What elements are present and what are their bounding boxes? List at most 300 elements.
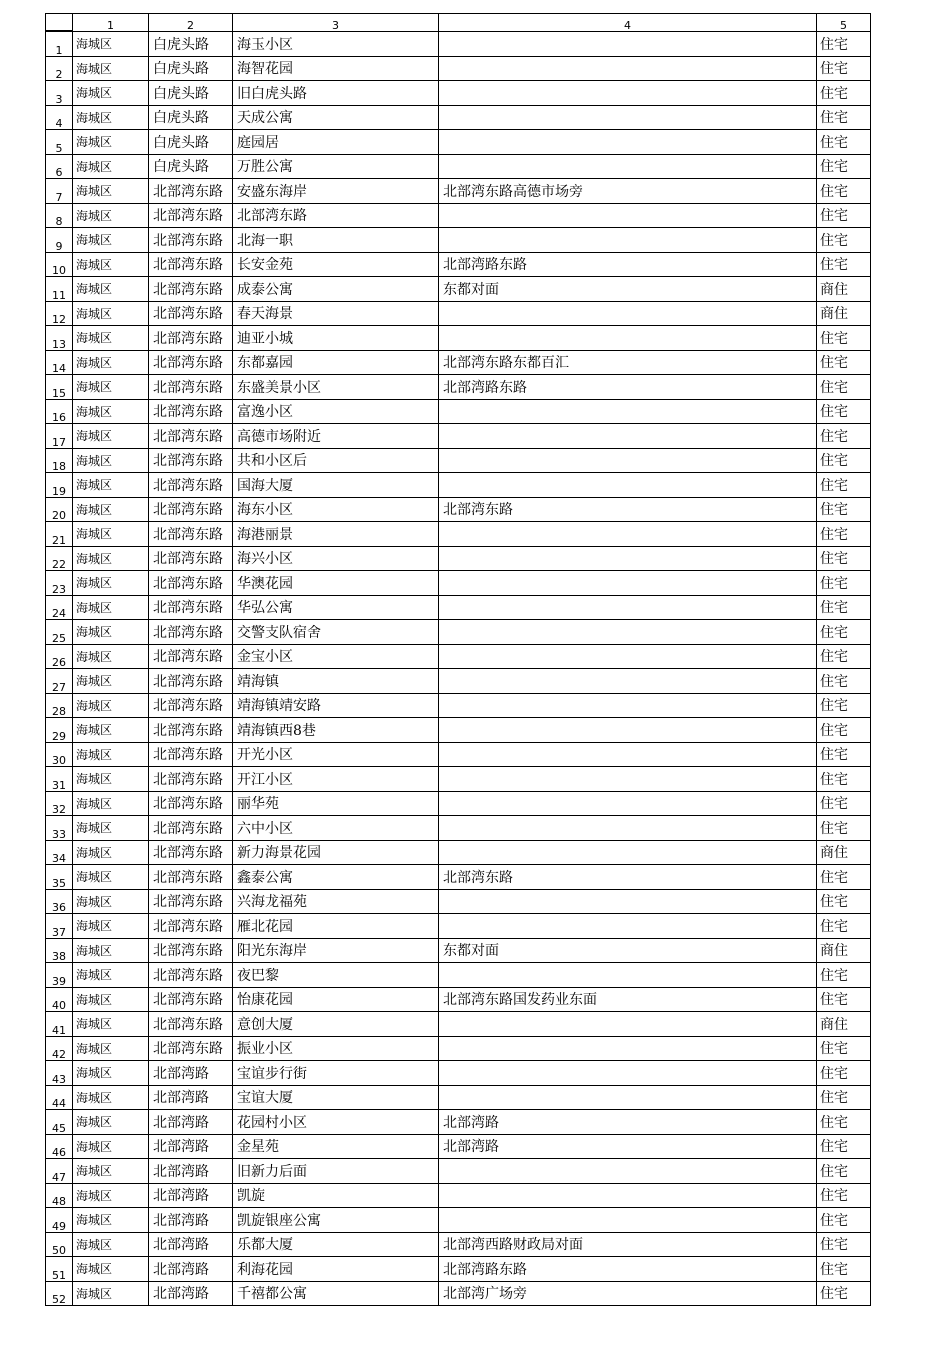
- district-cell[interactable]: 海城区: [73, 914, 149, 939]
- location-note-cell[interactable]: [439, 1012, 817, 1037]
- row-number[interactable]: 15: [46, 375, 73, 400]
- community-name-cell[interactable]: 意创大厦: [233, 1012, 439, 1037]
- row-number[interactable]: 51: [46, 1257, 73, 1282]
- district-cell[interactable]: 海城区: [73, 1012, 149, 1037]
- community-name-cell[interactable]: 旧白虎头路: [233, 81, 439, 106]
- property-type-cell[interactable]: 住宅: [817, 669, 871, 694]
- community-name-cell[interactable]: 海东小区: [233, 497, 439, 522]
- location-note-cell[interactable]: [439, 1085, 817, 1110]
- road-cell[interactable]: 北部湾东路: [149, 350, 233, 375]
- column-header-2[interactable]: 2: [149, 14, 233, 32]
- community-name-cell[interactable]: 宝谊大厦: [233, 1085, 439, 1110]
- road-cell[interactable]: 北部湾路: [149, 1110, 233, 1135]
- corner-cell[interactable]: [46, 14, 73, 32]
- road-cell[interactable]: 北部湾东路: [149, 424, 233, 449]
- property-type-cell[interactable]: 住宅: [817, 105, 871, 130]
- community-name-cell[interactable]: 怡康花园: [233, 987, 439, 1012]
- property-type-cell[interactable]: 住宅: [817, 865, 871, 890]
- community-name-cell[interactable]: 富逸小区: [233, 399, 439, 424]
- community-name-cell[interactable]: 东都嘉园: [233, 350, 439, 375]
- property-type-cell[interactable]: 住宅: [817, 546, 871, 571]
- district-cell[interactable]: 海城区: [73, 81, 149, 106]
- district-cell[interactable]: 海城区: [73, 326, 149, 351]
- property-type-cell[interactable]: 住宅: [817, 963, 871, 988]
- district-cell[interactable]: 海城区: [73, 1183, 149, 1208]
- community-name-cell[interactable]: 春天海景: [233, 301, 439, 326]
- district-cell[interactable]: 海城区: [73, 1061, 149, 1086]
- location-note-cell[interactable]: [439, 105, 817, 130]
- community-name-cell[interactable]: 靖海镇: [233, 669, 439, 694]
- district-cell[interactable]: 海城区: [73, 350, 149, 375]
- row-number[interactable]: 48: [46, 1183, 73, 1208]
- location-note-cell[interactable]: [439, 767, 817, 792]
- district-cell[interactable]: 海城区: [73, 1134, 149, 1159]
- district-cell[interactable]: 海城区: [73, 767, 149, 792]
- location-note-cell[interactable]: [439, 571, 817, 596]
- district-cell[interactable]: 海城区: [73, 1281, 149, 1306]
- property-type-cell[interactable]: 住宅: [817, 595, 871, 620]
- road-cell[interactable]: 北部湾东路: [149, 1036, 233, 1061]
- property-type-cell[interactable]: 住宅: [817, 56, 871, 81]
- property-type-cell[interactable]: 商住: [817, 277, 871, 302]
- community-name-cell[interactable]: 兴海龙福苑: [233, 889, 439, 914]
- location-note-cell[interactable]: [439, 963, 817, 988]
- road-cell[interactable]: 白虎头路: [149, 154, 233, 179]
- district-cell[interactable]: 海城区: [73, 56, 149, 81]
- community-name-cell[interactable]: 金星苑: [233, 1134, 439, 1159]
- property-type-cell[interactable]: 住宅: [817, 742, 871, 767]
- district-cell[interactable]: 海城区: [73, 669, 149, 694]
- row-number[interactable]: 2: [46, 56, 73, 81]
- community-name-cell[interactable]: 靖海镇西8巷: [233, 718, 439, 743]
- community-name-cell[interactable]: 万胜公寓: [233, 154, 439, 179]
- community-name-cell[interactable]: 阳光东海岸: [233, 938, 439, 963]
- row-number[interactable]: 50: [46, 1232, 73, 1257]
- property-type-cell[interactable]: 住宅: [817, 203, 871, 228]
- community-name-cell[interactable]: 金宝小区: [233, 644, 439, 669]
- district-cell[interactable]: 海城区: [73, 473, 149, 498]
- community-name-cell[interactable]: 东盛美景小区: [233, 375, 439, 400]
- property-type-cell[interactable]: 住宅: [817, 1036, 871, 1061]
- location-note-cell[interactable]: [439, 31, 817, 56]
- location-note-cell[interactable]: [439, 914, 817, 939]
- road-cell[interactable]: 北部湾东路: [149, 816, 233, 841]
- community-name-cell[interactable]: 六中小区: [233, 816, 439, 841]
- location-note-cell[interactable]: [439, 81, 817, 106]
- location-note-cell[interactable]: 北部湾东路: [439, 865, 817, 890]
- location-note-cell[interactable]: [439, 203, 817, 228]
- row-number[interactable]: 25: [46, 620, 73, 645]
- row-number[interactable]: 46: [46, 1134, 73, 1159]
- location-note-cell[interactable]: [439, 742, 817, 767]
- road-cell[interactable]: 北部湾东路: [149, 546, 233, 571]
- property-type-cell[interactable]: 住宅: [817, 179, 871, 204]
- row-number[interactable]: 20: [46, 497, 73, 522]
- row-number[interactable]: 6: [46, 154, 73, 179]
- community-name-cell[interactable]: 靖海镇靖安路: [233, 693, 439, 718]
- district-cell[interactable]: 海城区: [73, 987, 149, 1012]
- community-name-cell[interactable]: 开江小区: [233, 767, 439, 792]
- community-name-cell[interactable]: 天成公寓: [233, 105, 439, 130]
- property-type-cell[interactable]: 住宅: [817, 1183, 871, 1208]
- road-cell[interactable]: 北部湾东路: [149, 840, 233, 865]
- community-name-cell[interactable]: 海智花园: [233, 56, 439, 81]
- road-cell[interactable]: 北部湾路: [149, 1134, 233, 1159]
- community-name-cell[interactable]: 北部湾东路: [233, 203, 439, 228]
- property-type-cell[interactable]: 住宅: [817, 252, 871, 277]
- road-cell[interactable]: 北部湾东路: [149, 203, 233, 228]
- location-note-cell[interactable]: [439, 424, 817, 449]
- property-type-cell[interactable]: 住宅: [817, 1159, 871, 1184]
- property-type-cell[interactable]: 商住: [817, 938, 871, 963]
- location-note-cell[interactable]: [439, 889, 817, 914]
- road-cell[interactable]: 北部湾东路: [149, 473, 233, 498]
- district-cell[interactable]: 海城区: [73, 1110, 149, 1135]
- road-cell[interactable]: 北部湾东路: [149, 914, 233, 939]
- road-cell[interactable]: 北部湾东路: [149, 767, 233, 792]
- property-type-cell[interactable]: 住宅: [817, 620, 871, 645]
- community-name-cell[interactable]: 开光小区: [233, 742, 439, 767]
- community-name-cell[interactable]: 高德市场附近: [233, 424, 439, 449]
- row-number[interactable]: 7: [46, 179, 73, 204]
- location-note-cell[interactable]: [439, 669, 817, 694]
- row-number[interactable]: 49: [46, 1208, 73, 1233]
- row-number[interactable]: 43: [46, 1061, 73, 1086]
- location-note-cell[interactable]: 北部湾路: [439, 1110, 817, 1135]
- road-cell[interactable]: 北部湾东路: [149, 571, 233, 596]
- community-name-cell[interactable]: 华弘公寓: [233, 595, 439, 620]
- district-cell[interactable]: 海城区: [73, 644, 149, 669]
- district-cell[interactable]: 海城区: [73, 31, 149, 56]
- community-name-cell[interactable]: 迪亚小城: [233, 326, 439, 351]
- community-name-cell[interactable]: 宝谊步行街: [233, 1061, 439, 1086]
- road-cell[interactable]: 北部湾路: [149, 1232, 233, 1257]
- road-cell[interactable]: 北部湾路: [149, 1208, 233, 1233]
- column-header-3[interactable]: 3: [233, 14, 439, 32]
- community-name-cell[interactable]: 凯旋: [233, 1183, 439, 1208]
- property-type-cell[interactable]: 住宅: [817, 767, 871, 792]
- property-type-cell[interactable]: 商住: [817, 840, 871, 865]
- road-cell[interactable]: 北部湾路: [149, 1183, 233, 1208]
- property-type-cell[interactable]: 住宅: [817, 81, 871, 106]
- row-number[interactable]: 31: [46, 767, 73, 792]
- location-note-cell[interactable]: 北部湾路东路: [439, 375, 817, 400]
- location-note-cell[interactable]: [439, 522, 817, 547]
- row-number[interactable]: 44: [46, 1085, 73, 1110]
- location-note-cell[interactable]: [439, 301, 817, 326]
- location-note-cell[interactable]: [439, 1159, 817, 1184]
- district-cell[interactable]: 海城区: [73, 742, 149, 767]
- community-name-cell[interactable]: 北海一职: [233, 228, 439, 253]
- community-name-cell[interactable]: 鑫泰公寓: [233, 865, 439, 890]
- community-name-cell[interactable]: 花园村小区: [233, 1110, 439, 1135]
- district-cell[interactable]: 海城区: [73, 718, 149, 743]
- row-number[interactable]: 30: [46, 742, 73, 767]
- road-cell[interactable]: 北部湾东路: [149, 375, 233, 400]
- location-note-cell[interactable]: 北部湾路: [439, 1134, 817, 1159]
- road-cell[interactable]: 北部湾东路: [149, 644, 233, 669]
- community-name-cell[interactable]: 利海花园: [233, 1257, 439, 1282]
- row-number[interactable]: 28: [46, 693, 73, 718]
- property-type-cell[interactable]: 住宅: [817, 644, 871, 669]
- location-note-cell[interactable]: [439, 1208, 817, 1233]
- property-type-cell[interactable]: 住宅: [817, 350, 871, 375]
- location-note-cell[interactable]: 北部湾路东路: [439, 1257, 817, 1282]
- location-note-cell[interactable]: [439, 1061, 817, 1086]
- property-type-cell[interactable]: 住宅: [817, 791, 871, 816]
- row-number[interactable]: 35: [46, 865, 73, 890]
- location-note-cell[interactable]: [439, 718, 817, 743]
- district-cell[interactable]: 海城区: [73, 424, 149, 449]
- road-cell[interactable]: 北部湾东路: [149, 865, 233, 890]
- location-note-cell[interactable]: [439, 644, 817, 669]
- property-type-cell[interactable]: 住宅: [817, 522, 871, 547]
- district-cell[interactable]: 海城区: [73, 1257, 149, 1282]
- location-note-cell[interactable]: 东都对面: [439, 277, 817, 302]
- row-number[interactable]: 4: [46, 105, 73, 130]
- district-cell[interactable]: 海城区: [73, 228, 149, 253]
- district-cell[interactable]: 海城区: [73, 791, 149, 816]
- community-name-cell[interactable]: 乐都大厦: [233, 1232, 439, 1257]
- property-type-cell[interactable]: 住宅: [817, 987, 871, 1012]
- row-number[interactable]: 12: [46, 301, 73, 326]
- row-number[interactable]: 32: [46, 791, 73, 816]
- row-number[interactable]: 38: [46, 938, 73, 963]
- district-cell[interactable]: 海城区: [73, 571, 149, 596]
- road-cell[interactable]: 北部湾东路: [149, 252, 233, 277]
- property-type-cell[interactable]: 住宅: [817, 1208, 871, 1233]
- road-cell[interactable]: 北部湾东路: [149, 1012, 233, 1037]
- column-header-4[interactable]: 4: [439, 14, 817, 32]
- property-type-cell[interactable]: 住宅: [817, 228, 871, 253]
- community-name-cell[interactable]: 旧新力后面: [233, 1159, 439, 1184]
- road-cell[interactable]: 北部湾路: [149, 1257, 233, 1282]
- road-cell[interactable]: 白虎头路: [149, 81, 233, 106]
- location-note-cell[interactable]: [439, 840, 817, 865]
- row-number[interactable]: 40: [46, 987, 73, 1012]
- row-number[interactable]: 29: [46, 718, 73, 743]
- row-number[interactable]: 26: [46, 644, 73, 669]
- road-cell[interactable]: 北部湾东路: [149, 228, 233, 253]
- property-type-cell[interactable]: 商住: [817, 1012, 871, 1037]
- district-cell[interactable]: 海城区: [73, 865, 149, 890]
- district-cell[interactable]: 海城区: [73, 497, 149, 522]
- road-cell[interactable]: 北部湾东路: [149, 522, 233, 547]
- road-cell[interactable]: 北部湾东路: [149, 620, 233, 645]
- road-cell[interactable]: 白虎头路: [149, 130, 233, 155]
- district-cell[interactable]: 海城区: [73, 203, 149, 228]
- road-cell[interactable]: 北部湾路: [149, 1061, 233, 1086]
- community-name-cell[interactable]: 华澳花园: [233, 571, 439, 596]
- community-name-cell[interactable]: 国海大厦: [233, 473, 439, 498]
- row-number[interactable]: 36: [46, 889, 73, 914]
- road-cell[interactable]: 北部湾路: [149, 1281, 233, 1306]
- property-type-cell[interactable]: 住宅: [817, 914, 871, 939]
- row-number[interactable]: 24: [46, 595, 73, 620]
- district-cell[interactable]: 海城区: [73, 522, 149, 547]
- community-name-cell[interactable]: 振业小区: [233, 1036, 439, 1061]
- road-cell[interactable]: 北部湾东路: [149, 669, 233, 694]
- row-number[interactable]: 33: [46, 816, 73, 841]
- location-note-cell[interactable]: 北部湾东路: [439, 497, 817, 522]
- location-note-cell[interactable]: 北部湾广场旁: [439, 1281, 817, 1306]
- row-number[interactable]: 47: [46, 1159, 73, 1184]
- road-cell[interactable]: 白虎头路: [149, 31, 233, 56]
- row-number[interactable]: 41: [46, 1012, 73, 1037]
- property-type-cell[interactable]: 住宅: [817, 816, 871, 841]
- district-cell[interactable]: 海城区: [73, 1036, 149, 1061]
- location-note-cell[interactable]: [439, 693, 817, 718]
- property-type-cell[interactable]: 住宅: [817, 31, 871, 56]
- row-number[interactable]: 52: [46, 1281, 73, 1306]
- row-number[interactable]: 16: [46, 399, 73, 424]
- row-number[interactable]: 34: [46, 840, 73, 865]
- road-cell[interactable]: 白虎头路: [149, 56, 233, 81]
- property-type-cell[interactable]: 商住: [817, 301, 871, 326]
- location-note-cell[interactable]: [439, 399, 817, 424]
- district-cell[interactable]: 海城区: [73, 1085, 149, 1110]
- community-name-cell[interactable]: 安盛东海岸: [233, 179, 439, 204]
- property-type-cell[interactable]: 住宅: [817, 571, 871, 596]
- row-number[interactable]: 22: [46, 546, 73, 571]
- location-note-cell[interactable]: [439, 1183, 817, 1208]
- row-number[interactable]: 45: [46, 1110, 73, 1135]
- road-cell[interactable]: 白虎头路: [149, 105, 233, 130]
- row-number[interactable]: 37: [46, 914, 73, 939]
- location-note-cell[interactable]: [439, 130, 817, 155]
- district-cell[interactable]: 海城区: [73, 130, 149, 155]
- location-note-cell[interactable]: [439, 228, 817, 253]
- property-type-cell[interactable]: 住宅: [817, 424, 871, 449]
- road-cell[interactable]: 北部湾东路: [149, 742, 233, 767]
- property-type-cell[interactable]: 住宅: [817, 889, 871, 914]
- road-cell[interactable]: 北部湾东路: [149, 326, 233, 351]
- road-cell[interactable]: 北部湾东路: [149, 889, 233, 914]
- property-type-cell[interactable]: 住宅: [817, 130, 871, 155]
- property-type-cell[interactable]: 住宅: [817, 718, 871, 743]
- district-cell[interactable]: 海城区: [73, 399, 149, 424]
- property-type-cell[interactable]: 住宅: [817, 1281, 871, 1306]
- row-number[interactable]: 14: [46, 350, 73, 375]
- district-cell[interactable]: 海城区: [73, 154, 149, 179]
- road-cell[interactable]: 北部湾路: [149, 1159, 233, 1184]
- row-number[interactable]: 42: [46, 1036, 73, 1061]
- road-cell[interactable]: 北部湾路: [149, 1085, 233, 1110]
- location-note-cell[interactable]: [439, 791, 817, 816]
- community-name-cell[interactable]: 雁北花园: [233, 914, 439, 939]
- road-cell[interactable]: 北部湾东路: [149, 277, 233, 302]
- road-cell[interactable]: 北部湾东路: [149, 301, 233, 326]
- location-note-cell[interactable]: [439, 473, 817, 498]
- row-number[interactable]: 13: [46, 326, 73, 351]
- location-note-cell[interactable]: [439, 546, 817, 571]
- column-header-5[interactable]: 5: [817, 14, 871, 32]
- community-name-cell[interactable]: 海玉小区: [233, 31, 439, 56]
- district-cell[interactable]: 海城区: [73, 448, 149, 473]
- community-name-cell[interactable]: 长安金苑: [233, 252, 439, 277]
- location-note-cell[interactable]: 北部湾东路国发药业东面: [439, 987, 817, 1012]
- location-note-cell[interactable]: [439, 620, 817, 645]
- district-cell[interactable]: 海城区: [73, 595, 149, 620]
- property-type-cell[interactable]: 住宅: [817, 497, 871, 522]
- community-name-cell[interactable]: 新力海景花园: [233, 840, 439, 865]
- district-cell[interactable]: 海城区: [73, 301, 149, 326]
- property-type-cell[interactable]: 住宅: [817, 154, 871, 179]
- row-number[interactable]: 18: [46, 448, 73, 473]
- location-note-cell[interactable]: 北部湾路东路: [439, 252, 817, 277]
- row-number[interactable]: 5: [46, 130, 73, 155]
- road-cell[interactable]: 北部湾东路: [149, 595, 233, 620]
- community-name-cell[interactable]: 凯旋银座公寓: [233, 1208, 439, 1233]
- road-cell[interactable]: 北部湾东路: [149, 399, 233, 424]
- row-number[interactable]: 3: [46, 81, 73, 106]
- district-cell[interactable]: 海城区: [73, 179, 149, 204]
- district-cell[interactable]: 海城区: [73, 546, 149, 571]
- property-type-cell[interactable]: 住宅: [817, 326, 871, 351]
- property-type-cell[interactable]: 住宅: [817, 448, 871, 473]
- road-cell[interactable]: 北部湾东路: [149, 987, 233, 1012]
- road-cell[interactable]: 北部湾东路: [149, 497, 233, 522]
- district-cell[interactable]: 海城区: [73, 1208, 149, 1233]
- property-type-cell[interactable]: 住宅: [817, 375, 871, 400]
- location-note-cell[interactable]: [439, 595, 817, 620]
- row-number[interactable]: 27: [46, 669, 73, 694]
- row-number[interactable]: 21: [46, 522, 73, 547]
- property-type-cell[interactable]: 住宅: [817, 1085, 871, 1110]
- location-note-cell[interactable]: [439, 154, 817, 179]
- property-type-cell[interactable]: 住宅: [817, 1257, 871, 1282]
- district-cell[interactable]: 海城区: [73, 105, 149, 130]
- district-cell[interactable]: 海城区: [73, 1159, 149, 1184]
- row-number[interactable]: 10: [46, 252, 73, 277]
- row-number[interactable]: 39: [46, 963, 73, 988]
- row-number[interactable]: 8: [46, 203, 73, 228]
- property-type-cell[interactable]: 住宅: [817, 693, 871, 718]
- location-note-cell[interactable]: 东都对面: [439, 938, 817, 963]
- community-name-cell[interactable]: 海港丽景: [233, 522, 439, 547]
- district-cell[interactable]: 海城区: [73, 963, 149, 988]
- row-number[interactable]: 19: [46, 473, 73, 498]
- community-name-cell[interactable]: 夜巴黎: [233, 963, 439, 988]
- location-note-cell[interactable]: 北部湾西路财政局对面: [439, 1232, 817, 1257]
- road-cell[interactable]: 北部湾东路: [149, 693, 233, 718]
- district-cell[interactable]: 海城区: [73, 1232, 149, 1257]
- district-cell[interactable]: 海城区: [73, 693, 149, 718]
- location-note-cell[interactable]: [439, 448, 817, 473]
- district-cell[interactable]: 海城区: [73, 620, 149, 645]
- district-cell[interactable]: 海城区: [73, 938, 149, 963]
- location-note-cell[interactable]: [439, 816, 817, 841]
- district-cell[interactable]: 海城区: [73, 840, 149, 865]
- road-cell[interactable]: 北部湾东路: [149, 718, 233, 743]
- community-name-cell[interactable]: 千禧都公寓: [233, 1281, 439, 1306]
- row-number[interactable]: 11: [46, 277, 73, 302]
- row-number[interactable]: 9: [46, 228, 73, 253]
- property-type-cell[interactable]: 住宅: [817, 1232, 871, 1257]
- district-cell[interactable]: 海城区: [73, 375, 149, 400]
- road-cell[interactable]: 北部湾东路: [149, 938, 233, 963]
- location-note-cell[interactable]: 北部湾东路东都百汇: [439, 350, 817, 375]
- row-number[interactable]: 23: [46, 571, 73, 596]
- district-cell[interactable]: 海城区: [73, 889, 149, 914]
- road-cell[interactable]: 北部湾东路: [149, 179, 233, 204]
- community-name-cell[interactable]: 丽华苑: [233, 791, 439, 816]
- column-header-1[interactable]: 1: [73, 14, 149, 32]
- location-note-cell[interactable]: 北部湾东路高德市场旁: [439, 179, 817, 204]
- property-type-cell[interactable]: 住宅: [817, 1061, 871, 1086]
- property-type-cell[interactable]: 住宅: [817, 473, 871, 498]
- property-type-cell[interactable]: 住宅: [817, 399, 871, 424]
